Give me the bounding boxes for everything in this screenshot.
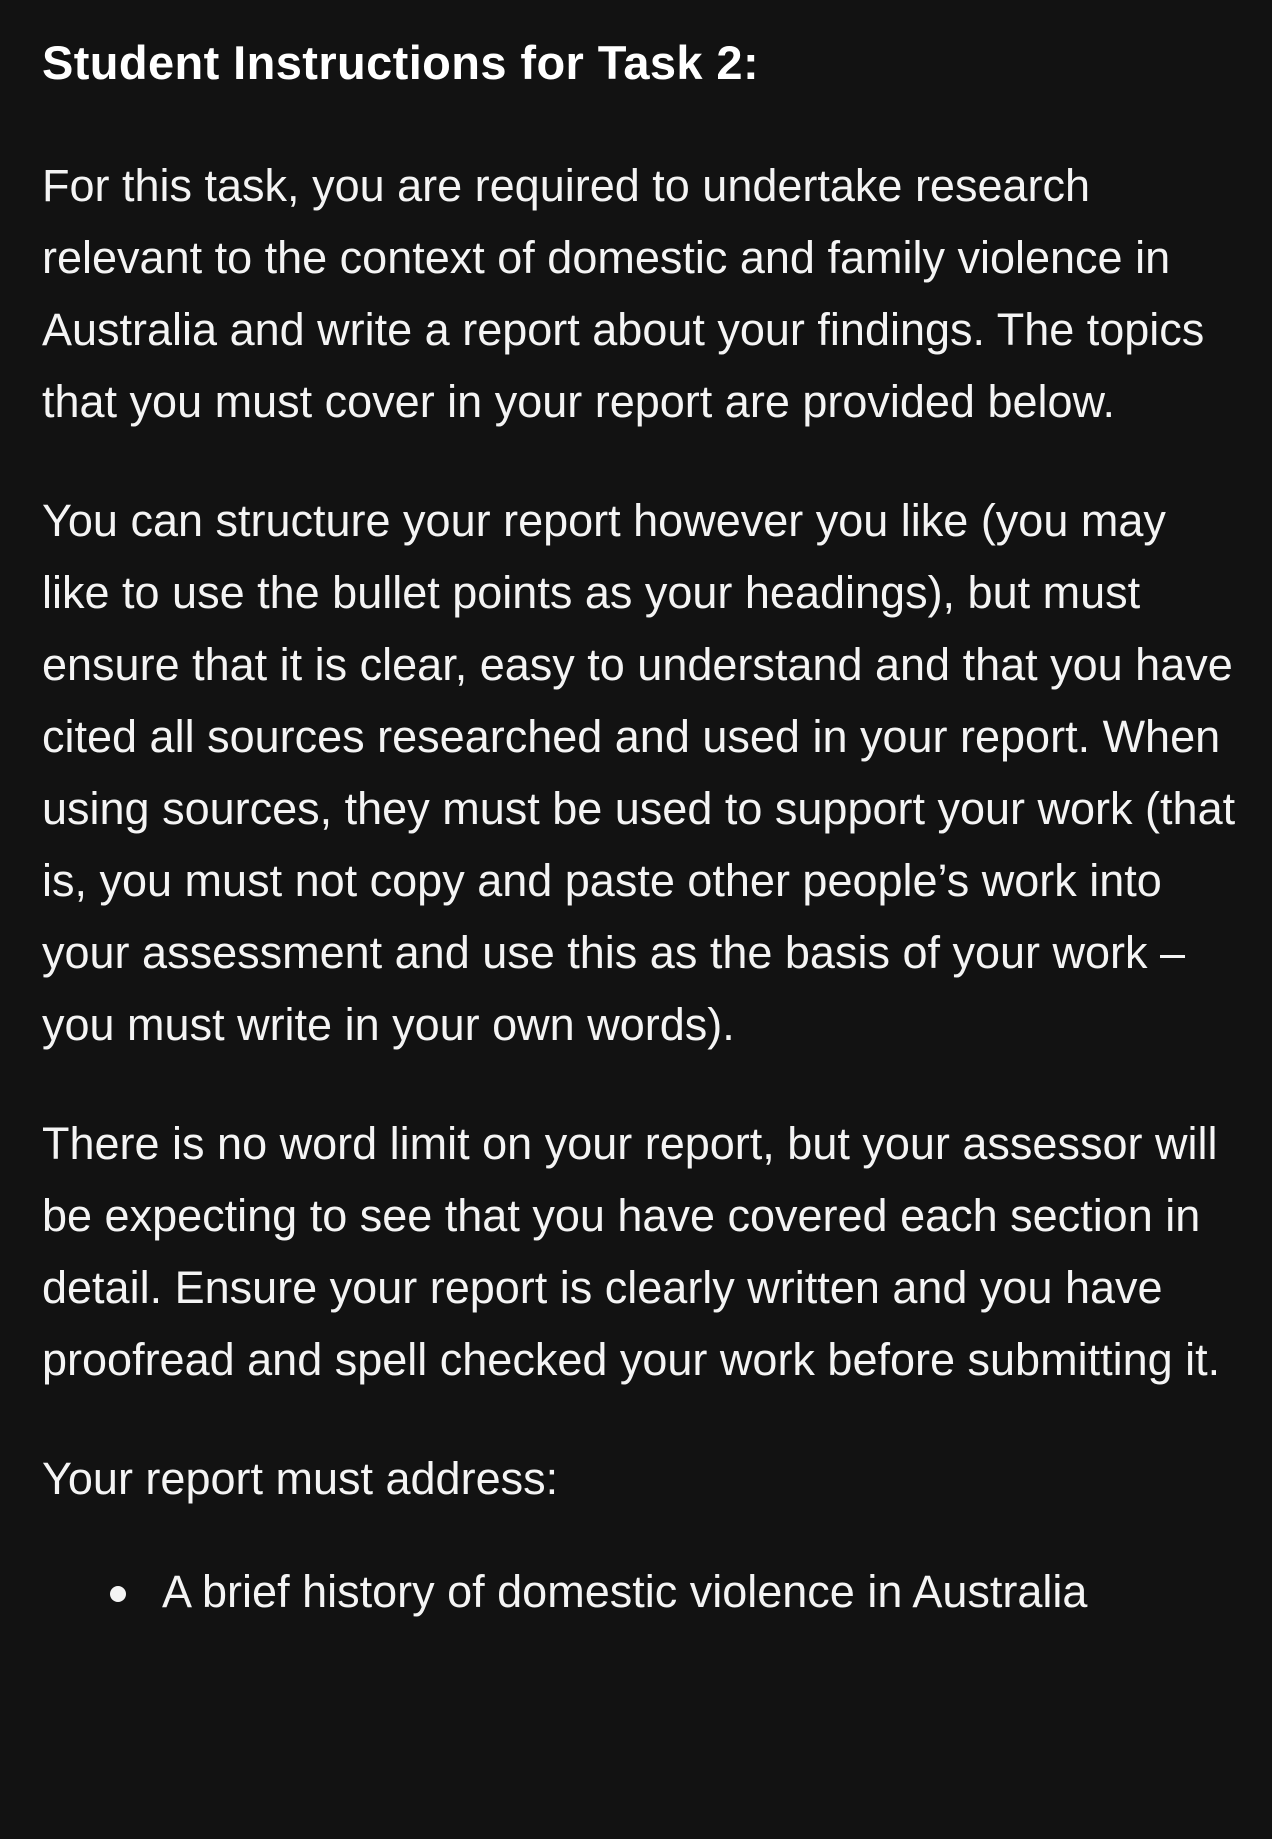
list-item-text: A brief history of domestic violence in Australia: [162, 1566, 1088, 1617]
intro-paragraph: For this task, you are required to undertake research relevant to the context of domestic and family violence in Australia and write a report about your findings. The topics that you must cover in your report are provided below.: [42, 160, 1205, 427]
list-item: [162, 1556, 1244, 1628]
word-limit-paragraph: There is no word limit on your report, but your assessor will be expecting to see that you have covered each section in detail. Ensure your report is clearly written and you have proofread and spell checked your work before submitting it.: [42, 1118, 1221, 1385]
report-address-lead: Your report must address:: [42, 1453, 559, 1504]
requirements-list: [42, 1556, 1244, 1628]
bullet-dot-icon: [110, 1586, 126, 1602]
page-title: Student Instructions for Task 2:: [42, 36, 759, 89]
structure-paragraph: You can structure your report however you like (you may like to use the bullet points as your headings), but must ensure that it is clear, easy to understand and that you have cited all sources researched and used in your report. When using sources, they must be used to support your work (that is, you must not copy and paste other people’s work into your assessment and use this as the basis of your work – you must write in your own words).: [42, 495, 1236, 1050]
